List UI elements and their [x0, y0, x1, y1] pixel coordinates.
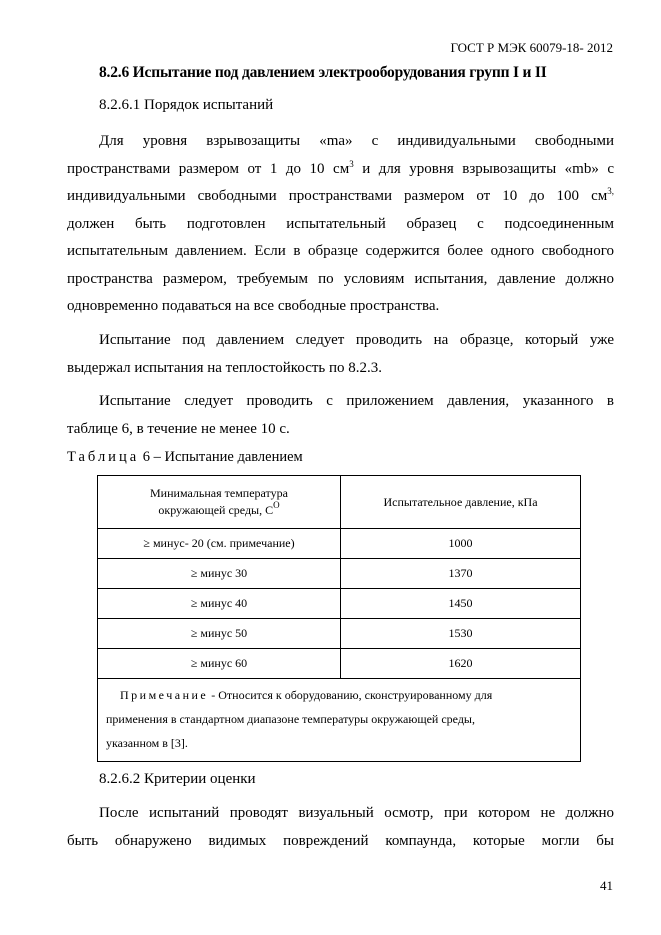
header-cell-temperature: Минимальная температура окружающей среды, $С^О$	[98, 476, 341, 529]
temperature-cell: ≥ минус 30	[98, 559, 341, 589]
criteria-heading: 8.2.6.2 Критерии оценки	[99, 771, 256, 787]
note-label: Примечание	[120, 688, 209, 702]
temperature-cell: ≥ минус 40	[98, 589, 341, 619]
header-cell-pressure: Испытательное давление, кПа	[341, 476, 581, 529]
paragraph-3	[67, 388, 614, 443]
table-row	[98, 619, 581, 649]
paragraph-2	[67, 327, 614, 382]
pressure-cell: 1450	[341, 589, 581, 619]
section-heading: 8.2.6 Испытание под давлением электрооборудования групп I и II	[99, 64, 547, 81]
degree-superscript: О	[273, 500, 280, 510]
subsection-heading: 8.2.6.1 Порядок испытаний	[99, 97, 274, 113]
temperature-cell: ≥ минус- 20 (см. примечание)	[98, 529, 341, 559]
table-row	[98, 649, 581, 679]
pressure-test-table	[97, 475, 581, 762]
paragraph-line: быть обнаружено видимых повреждений компаунда, которые могли бы	[67, 832, 614, 849]
paragraph-line: Для уровня взрывозащиты «ma» с индивидуальными свободными	[99, 133, 614, 149]
table-row	[98, 589, 581, 619]
paragraph-line: выдержал испытания на теплостойкость по 8.2.3.	[67, 359, 383, 376]
document-header: ГОСТ Р МЭК 60079-18- 2012	[450, 40, 613, 55]
pressure-cell: 1530	[341, 619, 581, 649]
paragraph-line: одновременно подаваться на все свободные пространства.	[67, 298, 440, 314]
paragraph-line: Испытание под давлением следует проводить на образце, который уже	[99, 332, 614, 348]
paragraph-line: После испытаний проводят визуальный осмотр, при котором не должно	[99, 805, 614, 821]
paragraph-line: пространства размером, требуемым по условиям испытания, давление должно	[67, 270, 614, 287]
pressure-cell: 1620	[341, 649, 581, 679]
table-row	[98, 559, 581, 589]
table-note: Примечание - Относится к оборудованию, сконструированному для применения в стандартном диапазоне температуры окружающей среды, указанном в [3].	[98, 679, 581, 762]
paragraph-line: Испытание следует проводить с приложением давления, указанного в	[99, 393, 614, 409]
paragraph-line: индивидуальными свободными пространствами размером от 10 до 100 $см^{3,}$	[67, 186, 614, 204]
table-row	[98, 529, 581, 559]
paragraph-line: испытательным давлением. Если в образце содержится более одного свободного	[67, 243, 614, 259]
superscript: 3,	[607, 186, 614, 196]
paragraph-line: пространствами размером от 1 до 10 $см^3$ и для уровня взрывозащиты «mb» с	[67, 158, 614, 177]
paragraph-criteria	[67, 800, 614, 855]
pressure-cell: 1000	[341, 529, 581, 559]
temperature-cell: ≥ минус 60	[98, 649, 341, 679]
table-note-row	[98, 679, 581, 762]
table-caption: Таблица 6 – Испытание давлением	[67, 449, 303, 465]
page-number: 41	[600, 878, 613, 893]
temperature-cell: ≥ минус 50	[98, 619, 341, 649]
superscript: 3	[349, 158, 354, 169]
paragraph-line: таблице 6, в течение не менее 10 с.	[67, 420, 290, 437]
pressure-cell: 1370	[341, 559, 581, 589]
paragraph-line: должен быть подготовлен испытательный образец с подсоединенным	[67, 215, 614, 232]
table-header-row	[98, 476, 581, 529]
paragraph-1	[67, 128, 614, 321]
